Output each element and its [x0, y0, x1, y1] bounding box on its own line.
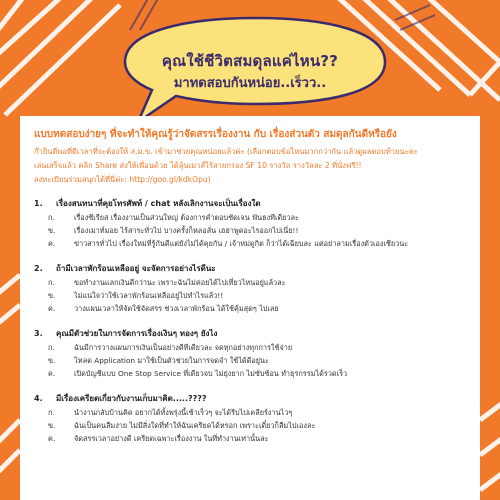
option-letter: ค. — [48, 239, 56, 248]
intro-line-1: ก๊ายินดีพอที่ดีเวลาที่จะต้องให้ ส.ม.ข. เข้ามาช่วยคุณหน่อยแล้วค่ะ (เลือกตอบข้อไหนมากกว่ากัน แล้วดูผลตอบท้ายนะคะ — [34, 147, 418, 156]
question-3 — [34, 327, 466, 380]
option-text: เปิดบัญชีแบบ One Stop Service ที่เดียวจบ ไม่ยุ่งยาก ไม่ซับซ้อน ทำธุรกรรมได้รวดเร็ว — [74, 369, 348, 378]
option-letter: ก. — [48, 213, 55, 222]
option-text: ขอทำงานแลกเงินดีกว่านะ เพราะฉันไม่ค่อยได้ไปเที่ยวไหนอยู่แล้วละ — [74, 278, 286, 287]
answer-option[interactable] — [34, 406, 466, 419]
option-letter: ข. — [48, 421, 56, 430]
option-letter: ค. — [48, 434, 56, 443]
intro-title: แบบทดสอบง่ายๆ ที่จะทำให้คุณรู้ว่าจัดสรรเรื่องงาน กับ เรื่องส่วนตัว สมดุลกันดีหรือยัง — [34, 129, 397, 140]
option-text: ฉันมีการวางแผนการเงินเป็นอย่างดีทีเดียวละ จดทุกอย่างทุกการใช้จ่าย — [74, 343, 293, 352]
intro-section — [20, 116, 480, 187]
answer-option[interactable] — [34, 341, 466, 354]
question-list — [20, 187, 480, 445]
option-letter: ข. — [48, 356, 56, 365]
question-text: มีเรื่องเครียดเกี่ยวกับงานเก็บมาคิด.....???? — [56, 394, 207, 403]
answer-option[interactable] — [34, 419, 466, 432]
option-text: ไม่แน่ใจว่าใช้เวลาพักร้อนเหลืออยู่ไปทำไรแล้ว!! — [74, 291, 224, 300]
option-text: นำงานกลับบ้านคิด อยากได้ทั้งพรุ่งนี้เช้าเร็วๆ จะได้รีบไปเคลียร์งานไวๆ — [74, 408, 293, 417]
bubble-headline: คุณใช้ชีวิตสมดุลแค่ไหน?? — [161, 52, 339, 70]
option-text: ข่าวสารทั่วไป เรื่องใหม่ที่รู้กันดีแต่ยังไม่ได้คุยกัน / เจ้าหม่ดูกิต ก็ว่าได้เฉียบละ แต่อย่าลามเรื่องตัวเองเชียวนะ — [74, 239, 409, 248]
question-number: 4. — [34, 394, 43, 403]
option-letter: ค. — [48, 369, 56, 378]
intro-line-2: เล่นเสร็จแล้ว คลิก Share ส่งให้เพื่อนด้วย ได้ลุ้นเมาส์ไร้สายกรอง SF 10 รางวัล รางวัลละ 2 ที่นั่งฟรี!! — [34, 161, 362, 170]
option-letter: ข. — [48, 291, 56, 300]
option-text: เรื่องซีเรียส เรื่องงานเป็นส่วนใหญ่ ต้องการคำตอบชัดเจน ฟันธงทีเดียวละ — [74, 213, 299, 222]
option-text: จัดสรรเวลาอย่างดี เครียดเฉพาะเรื่องงาน ในที่ทำงานเท่านั้นละ — [74, 434, 269, 443]
option-text: โหลด Application มาใช้เป็นตัวช่วยในการจดจำ ใช้ได้ดีอยู่นะ — [74, 356, 269, 365]
answer-option[interactable] — [34, 302, 466, 315]
quiz-panel — [20, 116, 480, 500]
option-letter: ก. — [48, 343, 55, 352]
answer-option[interactable] — [34, 237, 466, 250]
option-text: วางแผนเวลาให้จัดใช้จัดสรร ช่วงเวลาพักร้อน ได้ใช้คุ้มสุดๆ ไปเลย — [74, 304, 279, 313]
option-letter: ก. — [48, 408, 55, 417]
question-number: 1. — [34, 199, 43, 208]
option-text: ฉันเป็นคนลืมง่าย ไม่มีสิ่งใดที่ทำให้ฉันเครียดได้หรอก เพราะเดี๋ยวก็ลืมไปเองละ — [74, 421, 316, 430]
answer-option[interactable] — [34, 432, 466, 445]
option-letter: ก. — [48, 278, 55, 287]
intro-line-3 — [34, 173, 466, 187]
option-text: เรื่องเมาท์มอย ไร้สาระทั่วไป บางครั้งก็หลอลั่น เฮฮาพูดอะไรออกไปเนี่ย!! — [74, 226, 299, 235]
option-letter: ข. — [48, 226, 56, 235]
register-label: ลงทะเบียนร่วมสนุกได้ที่นี่ค่ะ: — [34, 175, 127, 184]
question-text: ถ้ามีเวลาพักร้อนเหลืออยู่ จะจัดการอย่างไรดีนะ — [56, 264, 216, 273]
question-number: 2. — [34, 264, 43, 273]
answer-option[interactable] — [34, 367, 466, 380]
question-text: เรื่องสนทนาที่คุยโทรศัพท์ / chat หลังเลิกงานจะเป็นเรื่องใด — [56, 199, 261, 208]
question-4 — [34, 392, 466, 445]
answer-option[interactable] — [34, 224, 466, 237]
bubble-subheadline: มาทดสอบกันหน่อย..เร็วว.. — [173, 76, 327, 91]
intro-body — [34, 145, 466, 187]
question-2 — [34, 262, 466, 315]
question-1 — [34, 197, 466, 250]
answer-option[interactable] — [34, 276, 466, 289]
answer-option[interactable] — [34, 354, 466, 367]
question-number: 3. — [34, 329, 43, 338]
option-letter: ค. — [48, 304, 56, 313]
answer-option[interactable] — [34, 211, 466, 224]
question-text: คุณมีตัวช่วยในการจัดการเรื่องเงินๆ ทองๆ ยังไง — [56, 329, 218, 338]
answer-option[interactable] — [34, 289, 466, 302]
register-link[interactable]: http://goo.gl/kdkOpu) — [129, 175, 211, 184]
